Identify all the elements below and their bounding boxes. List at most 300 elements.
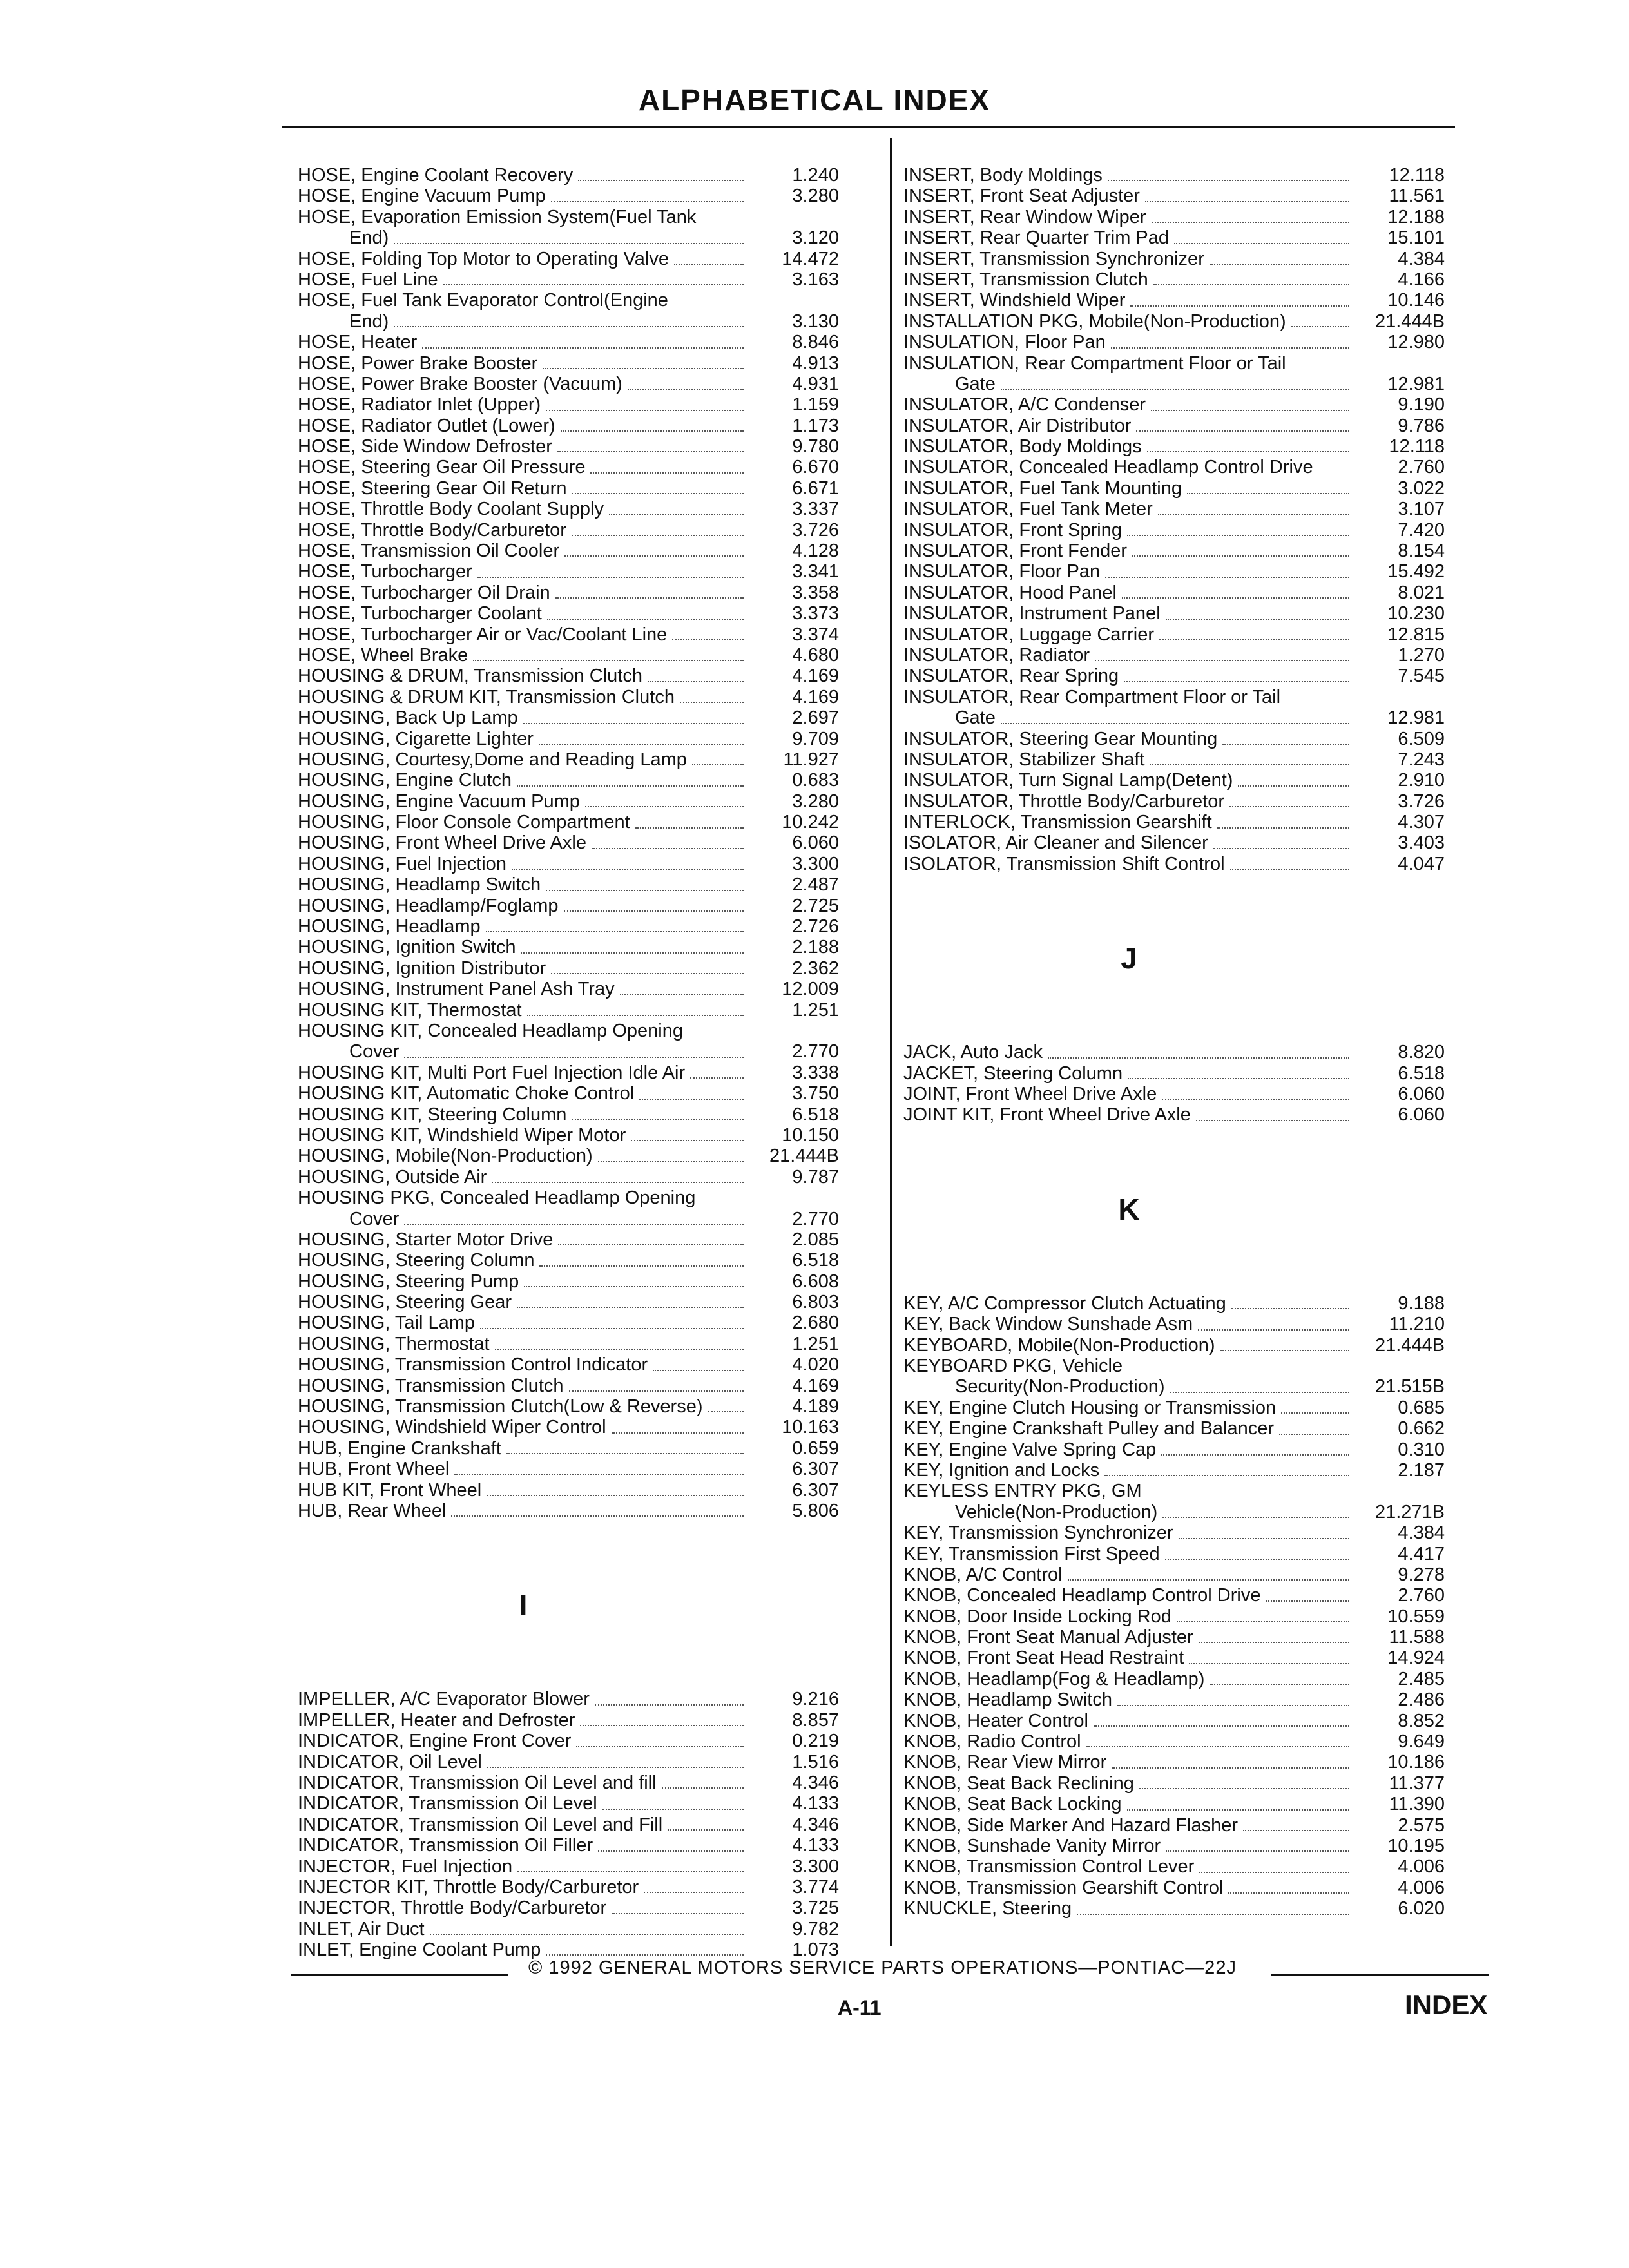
entry-name: KEYBOARD, Mobile(Non-Production)	[903, 1334, 1215, 1356]
entry-reference-number: 11.390	[1389, 1794, 1445, 1815]
dot-leader	[1105, 577, 1349, 578]
dot-leader	[609, 514, 744, 515]
entry-name: HOUSING, Mobile(Non-Production)	[298, 1146, 593, 1167]
index-entry	[298, 269, 839, 290]
dot-leader	[1230, 869, 1349, 870]
entry-name: JOINT KIT, Front Wheel Drive Axle	[903, 1104, 1191, 1126]
dot-leader	[561, 430, 744, 432]
entry-name: HOUSING, Back Up Lamp	[298, 707, 518, 729]
entry-reference-number: 6.518	[792, 1104, 839, 1125]
index-entry	[298, 1312, 839, 1333]
index-entry	[903, 1564, 1445, 1585]
entry-name: HOSE, Radiator Inlet (Upper)	[298, 394, 541, 416]
entry-reference-number: 2.770	[792, 1041, 839, 1062]
entry-reference-number: 3.300	[792, 1856, 839, 1877]
entry-name: KNOB, Heater Control	[903, 1710, 1088, 1731]
entry-name: HOUSING, Outside Air	[298, 1166, 487, 1187]
index-entry	[298, 499, 839, 519]
entry-reference-number: 2.485	[1398, 1668, 1445, 1689]
index-entry	[298, 896, 839, 916]
index-entry	[903, 499, 1445, 519]
entry-reference-number: 2.760	[1398, 1585, 1445, 1606]
entry-name: HOSE, Turbocharger Oil Drain	[298, 582, 550, 603]
index-entry	[903, 1585, 1445, 1606]
entry-reference-number: 9.780	[792, 436, 839, 457]
index-entry	[298, 854, 839, 874]
entry-name: KEY, Back Window Sunshade Asm	[903, 1314, 1193, 1335]
entry-reference-number: 9.278	[1398, 1564, 1445, 1585]
entry-reference-number: 9.782	[792, 1918, 839, 1939]
entry-reference-number: 4.680	[792, 644, 839, 666]
dot-leader	[1179, 1538, 1349, 1539]
index-entry	[298, 1877, 839, 1898]
entry-name: INSULATOR, Steering Gear Mounting	[903, 728, 1218, 749]
entry-name: JACKET, Steering Column	[903, 1062, 1123, 1084]
entry-reference-number: 7.545	[1398, 666, 1445, 687]
index-entry	[903, 707, 1445, 728]
index-entry	[903, 353, 1445, 374]
entry-reference-number: 4.006	[1398, 1877, 1445, 1898]
index-entry	[298, 1814, 839, 1835]
entry-reference-number: 6.509	[1398, 728, 1445, 749]
dot-leader	[521, 952, 744, 954]
entry-reference-number: 6.518	[1398, 1062, 1445, 1084]
dot-leader	[1136, 430, 1349, 432]
index-entry	[298, 1187, 839, 1208]
entry-reference-number: 8.846	[792, 332, 839, 353]
entry-name: INSTALLATION PKG, Mobile(Non-Production)	[903, 311, 1286, 332]
index-entry	[903, 416, 1445, 436]
dot-leader	[620, 994, 744, 995]
index-entry	[903, 1669, 1445, 1689]
entry-name: HOSE, Throttle Body Coolant Supply	[298, 499, 604, 520]
dot-leader	[1222, 744, 1349, 745]
entry-name: KEY, A/C Compressor Clutch Actuating	[903, 1293, 1226, 1314]
dot-leader	[1228, 1892, 1349, 1894]
entry-reference-number: 2.760	[1398, 457, 1445, 478]
index-entry	[298, 1835, 839, 1856]
dot-leader	[517, 1871, 744, 1872]
entry-name: INSULATOR, Radiator	[903, 644, 1090, 666]
entry-name: INSULATOR, Fuel Tank Meter	[903, 499, 1153, 520]
index-entry	[903, 541, 1445, 561]
entry-name: INSULATOR, Turn Signal Lamp(Detent)	[903, 770, 1233, 791]
index-entry	[298, 1501, 839, 1521]
index-entry	[298, 165, 839, 186]
entry-reference-number: 9.786	[1398, 415, 1445, 436]
dot-leader	[394, 326, 744, 327]
entry-reference-number: 8.820	[1398, 1042, 1445, 1063]
entry-name: HOSE, Folding Top Motor to Operating Valve	[298, 248, 669, 269]
entry-reference-number: 6.608	[792, 1271, 839, 1292]
entry-reference-number: 21.444B	[1374, 1334, 1445, 1356]
entry-name: INDICATOR, Oil Level	[298, 1751, 482, 1773]
entry-name: INSERT, Rear Window Wiper	[903, 206, 1146, 227]
entry-name: KNOB, Door Inside Locking Rod	[903, 1606, 1171, 1627]
entry-reference-number: 9.787	[792, 1166, 839, 1187]
dot-leader	[487, 1767, 744, 1768]
dot-leader	[1159, 639, 1349, 640]
entry-reference-number: 4.006	[1398, 1856, 1445, 1878]
entry-reference-number: 12.118	[1389, 436, 1445, 457]
entry-name: HOUSING, Tail Lamp	[298, 1312, 476, 1334]
entry-name: INSULATOR, Concealed Headlamp Control Drive	[903, 457, 1313, 478]
entry-name: HOSE, Turbocharger	[298, 561, 472, 582]
index-entry	[298, 1856, 839, 1877]
dot-leader	[517, 1307, 744, 1308]
dot-leader	[1238, 785, 1349, 787]
entry-name: HOUSING, Cigarette Lighter	[298, 728, 534, 749]
index-entry	[903, 457, 1445, 477]
entry-reference-number: 4.047	[1398, 853, 1445, 874]
entry-name: KEY, Ignition and Locks	[903, 1459, 1100, 1481]
entry-name: HOSE, Turbocharger Air or Vac/Coolant Line	[298, 624, 668, 645]
entry-reference-number: 6.060	[1398, 1084, 1445, 1105]
entry-name: KNOB, Rear View Mirror	[903, 1752, 1107, 1773]
dot-leader	[1152, 222, 1349, 223]
entry-reference-number: 9.216	[792, 1689, 839, 1710]
entry-name: HOSE, Fuel Tank Evaporator Control(Engine	[298, 290, 668, 311]
entry-reference-number: 12.815	[1387, 624, 1445, 645]
page-title: ALPHABETICAL INDEX	[638, 83, 991, 117]
entry-reference-number: 1.251	[792, 1333, 839, 1354]
dot-leader	[595, 1704, 744, 1706]
entry-reference-number: 15.101	[1387, 227, 1445, 249]
entry-reference-number: 9.649	[1398, 1731, 1445, 1753]
entry-reference-number: 10.242	[782, 812, 839, 833]
index-entry	[903, 624, 1445, 645]
entry-name: INSERT, Rear Quarter Trim Pad	[903, 227, 1170, 249]
dot-leader	[1174, 243, 1349, 244]
index-entry	[903, 1752, 1445, 1773]
index-entry	[298, 1752, 839, 1773]
dot-leader	[653, 1370, 744, 1371]
entry-reference-number: 12.009	[782, 979, 839, 1000]
entry-name: HOUSING, Headlamp	[298, 916, 481, 937]
dot-leader	[648, 681, 744, 682]
index-entry	[298, 791, 839, 812]
index-entry	[298, 729, 839, 749]
entry-reference-number: 1.516	[792, 1751, 839, 1773]
entry-reference-number: 4.417	[1398, 1543, 1445, 1564]
index-entry	[903, 1523, 1445, 1543]
entry-reference-number: 10.146	[1387, 290, 1445, 311]
dot-leader	[635, 827, 744, 829]
entry-name: HOUSING PKG, Concealed Headlamp Opening	[298, 1187, 696, 1209]
index-entry	[903, 1773, 1445, 1794]
index-entry	[903, 687, 1445, 707]
dot-leader	[1243, 1830, 1349, 1831]
dot-leader	[1210, 1684, 1349, 1685]
entry-name: HOSE, Throttle Body/Carburetor	[298, 519, 566, 541]
index-entry	[298, 311, 839, 332]
entry-reference-number: 0.219	[792, 1731, 839, 1752]
entry-name: HUB, Rear Wheel	[298, 1500, 447, 1521]
entry-name: HOUSING, Windshield Wiper Control	[298, 1417, 606, 1438]
entry-name: HUB, Engine Crankshaft	[298, 1437, 501, 1459]
dot-leader	[1048, 1057, 1349, 1059]
dot-leader	[1086, 1746, 1349, 1747]
index-entry	[903, 1627, 1445, 1648]
index-entry	[903, 394, 1445, 415]
entry-reference-number: 12.980	[1387, 332, 1445, 353]
entry-reference-number: 4.169	[792, 666, 839, 687]
dot-leader	[564, 910, 744, 912]
entry-reference-number: 4.307	[1398, 812, 1445, 833]
index-entry	[298, 249, 839, 269]
dot-leader	[443, 284, 744, 285]
entry-reference-number: 3.774	[792, 1876, 839, 1898]
dot-leader	[512, 869, 744, 870]
dot-leader	[1117, 1705, 1349, 1706]
dot-leader	[1177, 1621, 1349, 1622]
entry-name: KEYBOARD PKG, Vehicle	[903, 1356, 1123, 1376]
entry-name: HOSE, Side Window Defroster	[298, 436, 552, 457]
dot-leader	[598, 1161, 744, 1162]
entry-name: KNOB, Headlamp Switch	[903, 1689, 1112, 1711]
entry-name: KNOB, Concealed Headlamp Control Drive	[903, 1585, 1261, 1606]
entry-name: HOUSING KIT, Automatic Choke Control	[298, 1083, 635, 1104]
dot-leader	[523, 723, 744, 724]
entry-name: INJECTOR, Throttle Body/Carburetor	[298, 1898, 607, 1919]
index-entry	[298, 979, 839, 999]
index-entry	[298, 353, 839, 374]
dot-leader	[1170, 1392, 1349, 1393]
entry-name: HOSE, Turbocharger Coolant	[298, 603, 542, 624]
index-entry	[298, 1354, 839, 1375]
index-entry	[903, 812, 1445, 832]
dot-leader	[690, 1077, 744, 1079]
index-entry	[298, 812, 839, 832]
index-entry	[903, 791, 1445, 812]
entry-reference-number: 3.726	[1398, 791, 1445, 812]
entry-reference-number: 0.683	[792, 770, 839, 791]
entry-reference-number: 3.120	[792, 227, 839, 249]
entry-name: INSULATION, Floor Pan	[903, 332, 1106, 353]
entry-name: HOSE, Steering Gear Oil Pressure	[298, 457, 586, 478]
dot-leader	[1153, 284, 1349, 285]
index-entry	[298, 1250, 839, 1271]
dot-leader	[1122, 597, 1349, 599]
entry-reference-number: 11.377	[1389, 1773, 1445, 1794]
index-entry	[903, 749, 1445, 770]
entry-reference-number: 4.020	[792, 1354, 839, 1376]
index-entry	[298, 1417, 839, 1437]
dot-leader	[524, 1286, 744, 1287]
entry-name: Security(Non-Production)	[955, 1376, 1165, 1398]
entry-reference-number: 6.307	[792, 1479, 839, 1501]
entry-name: HUB, Front Wheel	[298, 1459, 450, 1480]
dot-leader	[404, 1057, 744, 1058]
index-entry	[298, 478, 839, 499]
index-entry	[298, 1710, 839, 1731]
entry-name: INSULATOR, Body Moldings	[903, 436, 1142, 457]
dot-leader	[598, 1850, 744, 1852]
index-entry	[903, 1689, 1445, 1710]
dot-leader	[1196, 1120, 1349, 1121]
entry-reference-number: 4.931	[792, 373, 839, 394]
dot-leader	[569, 1390, 744, 1392]
entry-name: HOUSING KIT, Concealed Headlamp Opening	[298, 1021, 684, 1041]
dot-leader	[1077, 1914, 1349, 1915]
dot-leader	[612, 1913, 744, 1914]
dot-leader	[546, 1954, 744, 1956]
index-entry	[903, 1648, 1445, 1668]
entry-name: ISOLATOR, Air Cleaner and Silencer	[903, 832, 1208, 854]
dot-leader	[1281, 1412, 1349, 1414]
dot-leader	[1231, 1308, 1349, 1309]
dot-leader	[1213, 848, 1349, 849]
index-entry	[298, 833, 839, 854]
index-entry	[298, 1271, 839, 1292]
entry-reference-number: 4.189	[792, 1396, 839, 1418]
index-entry	[903, 269, 1445, 290]
index-entry	[903, 374, 1445, 394]
index-entry	[903, 165, 1445, 186]
entry-name: INDICATOR, Transmission Oil Level and fill	[298, 1772, 657, 1793]
entry-name: INSULATOR, Fuel Tank Mounting	[903, 477, 1182, 499]
entry-name: KNOB, Front Seat Head Restraint	[903, 1648, 1184, 1669]
dot-leader	[1217, 827, 1349, 829]
index-entry	[298, 1292, 839, 1312]
right-index-column	[903, 165, 1445, 1919]
index-entry	[298, 1062, 839, 1083]
index-entry	[903, 1481, 1445, 1501]
entry-reference-number: 2.487	[792, 874, 839, 896]
entry-reference-number: 3.280	[792, 186, 839, 207]
entry-reference-number: 11.588	[1389, 1627, 1445, 1648]
dot-leader	[1128, 1078, 1349, 1079]
entry-name: HOUSING, Starter Motor Drive	[298, 1229, 554, 1250]
entry-name: INDICATOR, Transmission Oil Level and Fill	[298, 1814, 663, 1835]
index-entry	[298, 561, 839, 582]
dot-leader	[454, 1474, 744, 1475]
dot-leader	[1279, 1434, 1349, 1435]
title-rule	[282, 126, 1455, 128]
dot-leader	[1127, 1809, 1350, 1811]
entry-name: INSERT, Windshield Wiper	[903, 290, 1126, 311]
entry-reference-number: 3.341	[792, 561, 839, 582]
entry-name: IMPELLER, Heater and Defroster	[298, 1709, 575, 1731]
dot-leader	[580, 1725, 744, 1726]
entry-reference-number: 6.803	[792, 1292, 839, 1313]
entry-name: KNOB, Seat Back Locking	[903, 1794, 1122, 1815]
dot-leader	[506, 1453, 744, 1454]
index-entry	[903, 1314, 1445, 1334]
dot-leader	[1001, 723, 1349, 724]
entry-name: HOUSING, Thermostat	[298, 1333, 490, 1354]
entry-name: HOSE, Heater	[298, 332, 418, 353]
entry-name: HOUSING, Steering Pump	[298, 1271, 519, 1292]
entry-reference-number: 1.240	[792, 164, 839, 186]
entry-name: KEY, Engine Crankshaft Pulley and Balancer	[903, 1418, 1274, 1439]
entry-reference-number: 4.128	[792, 541, 839, 562]
entry-reference-number: 8.852	[1398, 1710, 1445, 1731]
dot-leader	[551, 973, 744, 974]
entry-name: INSULATOR, Rear Spring	[903, 666, 1119, 687]
index-entry	[903, 1502, 1445, 1523]
entry-name: HOUSING, Courtesy,Dome and Reading Lamp	[298, 749, 687, 770]
entry-name: KNOB, Side Marker And Hazard Flasher	[903, 1814, 1238, 1836]
entry-name: End)	[349, 311, 389, 332]
entry-reference-number: 6.020	[1398, 1898, 1445, 1919]
index-entry	[903, 1815, 1445, 1836]
entry-reference-number: 3.280	[792, 791, 839, 812]
dot-leader	[539, 744, 744, 745]
entry-reference-number: 3.725	[792, 1898, 839, 1919]
dot-leader	[1165, 1559, 1349, 1560]
entry-name: HOUSING, Headlamp/Foglamp	[298, 895, 559, 916]
entry-name: ISOLATOR, Transmission Shift Control	[903, 853, 1225, 874]
entry-name: INSERT, Transmission Clutch	[903, 269, 1148, 290]
entry-name: HOUSING KIT, Windshield Wiper Motor	[298, 1124, 626, 1146]
entry-name: HUB KIT, Front Wheel	[298, 1479, 482, 1501]
index-entry	[298, 916, 839, 937]
entry-name: HOSE, Radiator Outlet (Lower)	[298, 415, 555, 436]
page-number: A-11	[838, 1996, 882, 2019]
index-entry	[298, 1689, 839, 1709]
entry-name: INSULATOR, Front Fender	[903, 541, 1128, 562]
dot-leader	[1104, 1475, 1349, 1476]
dot-leader	[1187, 493, 1349, 494]
entry-name: INSERT, Body Moldings	[903, 164, 1103, 186]
dot-leader	[1147, 451, 1349, 452]
entry-reference-number: 4.133	[792, 1793, 839, 1814]
dot-leader	[578, 180, 744, 181]
index-entry	[298, 1459, 839, 1479]
index-entry	[903, 561, 1445, 582]
entry-name: INSULATION, Rear Compartment Floor or Tail	[903, 352, 1286, 374]
entry-name: INSULATOR, Instrument Panel	[903, 603, 1161, 624]
dot-leader	[1161, 1454, 1349, 1456]
index-entry	[298, 707, 839, 728]
entry-reference-number: 2.362	[792, 957, 839, 979]
dot-leader	[639, 1099, 744, 1100]
index-entry	[903, 1794, 1445, 1814]
index-entry	[903, 1731, 1445, 1752]
entry-name: KNUCKLE, Steering	[903, 1898, 1072, 1919]
dot-leader	[590, 472, 744, 474]
index-entry	[903, 227, 1445, 248]
entry-name: HOSE, Engine Vacuum Pump	[298, 186, 546, 207]
index-entry	[298, 1898, 839, 1918]
entry-reference-number: 4.346	[792, 1814, 839, 1835]
entry-name: INJECTOR, Fuel Injection	[298, 1856, 513, 1877]
dot-leader	[572, 1119, 744, 1120]
footer-copyright: © 1992 GENERAL MOTORS SERVICE PARTS OPERATIONS—PONTIAC—22J	[528, 1957, 1237, 1978]
entry-name: HOUSING, Ignition Distributor	[298, 957, 546, 979]
entry-name: HOUSING KIT, Thermostat	[298, 999, 522, 1021]
index-entry	[298, 874, 839, 895]
dot-leader	[1158, 514, 1349, 515]
dot-leader	[1108, 180, 1349, 181]
entry-name: HOSE, Transmission Oil Cooler	[298, 541, 560, 562]
index-entry	[298, 624, 839, 645]
dot-leader	[602, 1809, 744, 1810]
dot-leader	[1095, 660, 1349, 661]
dot-leader	[422, 347, 744, 349]
entry-reference-number: 10.163	[782, 1417, 839, 1438]
index-entry	[298, 1083, 839, 1104]
dot-leader	[1127, 535, 1349, 536]
entry-name: HOUSING, Steering Gear	[298, 1292, 512, 1313]
entry-name: JACK, Auto Jack	[903, 1042, 1043, 1063]
entry-name: Gate	[955, 373, 996, 394]
dot-leader	[546, 410, 744, 411]
index-entry	[903, 1063, 1445, 1084]
entry-reference-number: 3.338	[792, 1062, 839, 1083]
index-entry	[298, 666, 839, 686]
